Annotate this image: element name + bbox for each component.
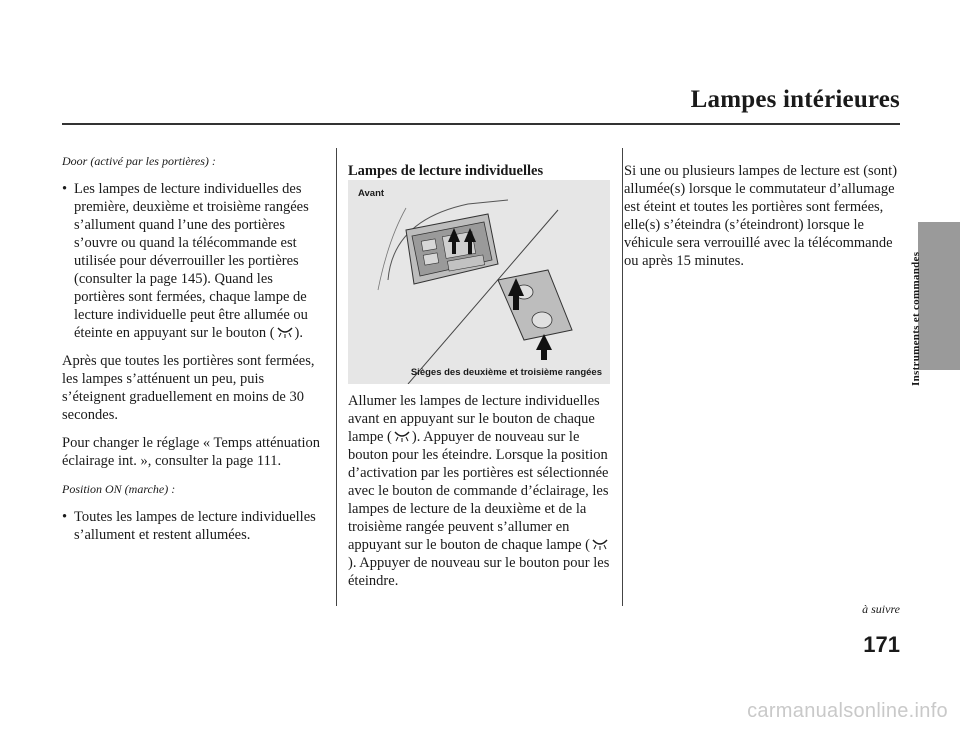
bullet-line-end: ). (294, 325, 303, 341)
column-1 (62, 152, 324, 554)
chapter-label (906, 228, 930, 386)
bullet-line: s’allument quand l’une des portières (74, 217, 285, 233)
continued-label: à suivre (862, 602, 900, 616)
paragraph-fade: Après que toutes les portières sont fermées, les lampes s’atténuent un peu, puis s’éteignent graduellement en moins de 30 secondes. (62, 353, 315, 423)
watermark: carmanualsonline.info (747, 700, 948, 722)
reading-lamp-icon (591, 538, 609, 550)
text-segment-a: Allumer les lampes de lecture individuelles avant en appuyant sur le bouton de chaque lampe ( (348, 393, 600, 445)
header-rule (62, 123, 900, 125)
subheading-on: Position ON (marche) : (62, 482, 176, 496)
figure-label-rear: Sièges des deuxième et troisième rangées (410, 367, 602, 378)
bullet-line: s’allument et restent allumées. (74, 527, 251, 543)
reading-lamp-icon (393, 430, 411, 442)
bullet-line: portières sont fermées, chaque lampe de (74, 289, 307, 305)
subheading-door: Door (activé par les portières) : (62, 154, 216, 168)
bullet-line: utilisée pour déverrouiller les portières (74, 253, 299, 269)
bullet-door (62, 180, 324, 342)
column-divider-1 (336, 148, 337, 606)
reading-lamp-figure (348, 180, 610, 384)
bullet-line: • Toutes les lampes de lecture individuelles (74, 509, 316, 525)
figure-label-front: Avant (358, 188, 385, 199)
section-title: Lampes intérieures (690, 86, 900, 113)
bullet-line-last (74, 324, 324, 342)
text-segment-b: ). Appuyer de nouveau sur le bouton pour les éteindre. Lorsque la position d’activation par les portières est sélectionnée avec le bouton de commande d’éclairage, les lampes de lecture de la deuxième et de la troisième rangée peuvent s’allumer en appuyant sur le bouton de chaque lampe ( (348, 429, 609, 553)
column-3 (624, 162, 900, 280)
column-divider-2 (622, 148, 623, 606)
text-segment-c: ). Appuyer de nouveau sur le bouton pour les éteindre. (348, 555, 610, 589)
bullet-line: première, deuxième et troisième rangées (74, 199, 309, 215)
bullet-line: lecture individuelle peut être allumée ou (74, 307, 308, 323)
paragraph-setting: Pour changer le réglage « Temps atténuation éclairage int. », consulter la page 111. (62, 435, 321, 469)
bullet-line: éteinte en appuyant sur le bouton ( (74, 325, 275, 341)
page-number: 171 (863, 632, 900, 657)
bullet-on (62, 508, 324, 544)
chapter-label-text: Instruments et commandes (910, 251, 922, 386)
bullet-line: s’ouvre ou quand la télécommande est (74, 235, 297, 251)
console-illustration (348, 180, 610, 384)
reading-lamp-icon (276, 326, 294, 338)
bullet-line: • Les lampes de lecture individuelles des (74, 181, 302, 197)
bullet-line: (consulter la page 145). Quand les (74, 271, 273, 287)
column-2-heading: Lampes de lecture individuelles (348, 163, 544, 179)
paragraph-reading-lamps (348, 392, 610, 590)
paragraph-auto-off: Si une ou plusieurs lampes de lecture est (sont) allumée(s) lorsque le commutateur d’allumage est éteint et toutes les portières sont fermées, elle(s) s’éteindra (s’éteindront) lorsque le véhicule sera verrouillé avec la télécommande ou après 15 minutes. (624, 163, 898, 269)
column-2-body (348, 392, 610, 600)
